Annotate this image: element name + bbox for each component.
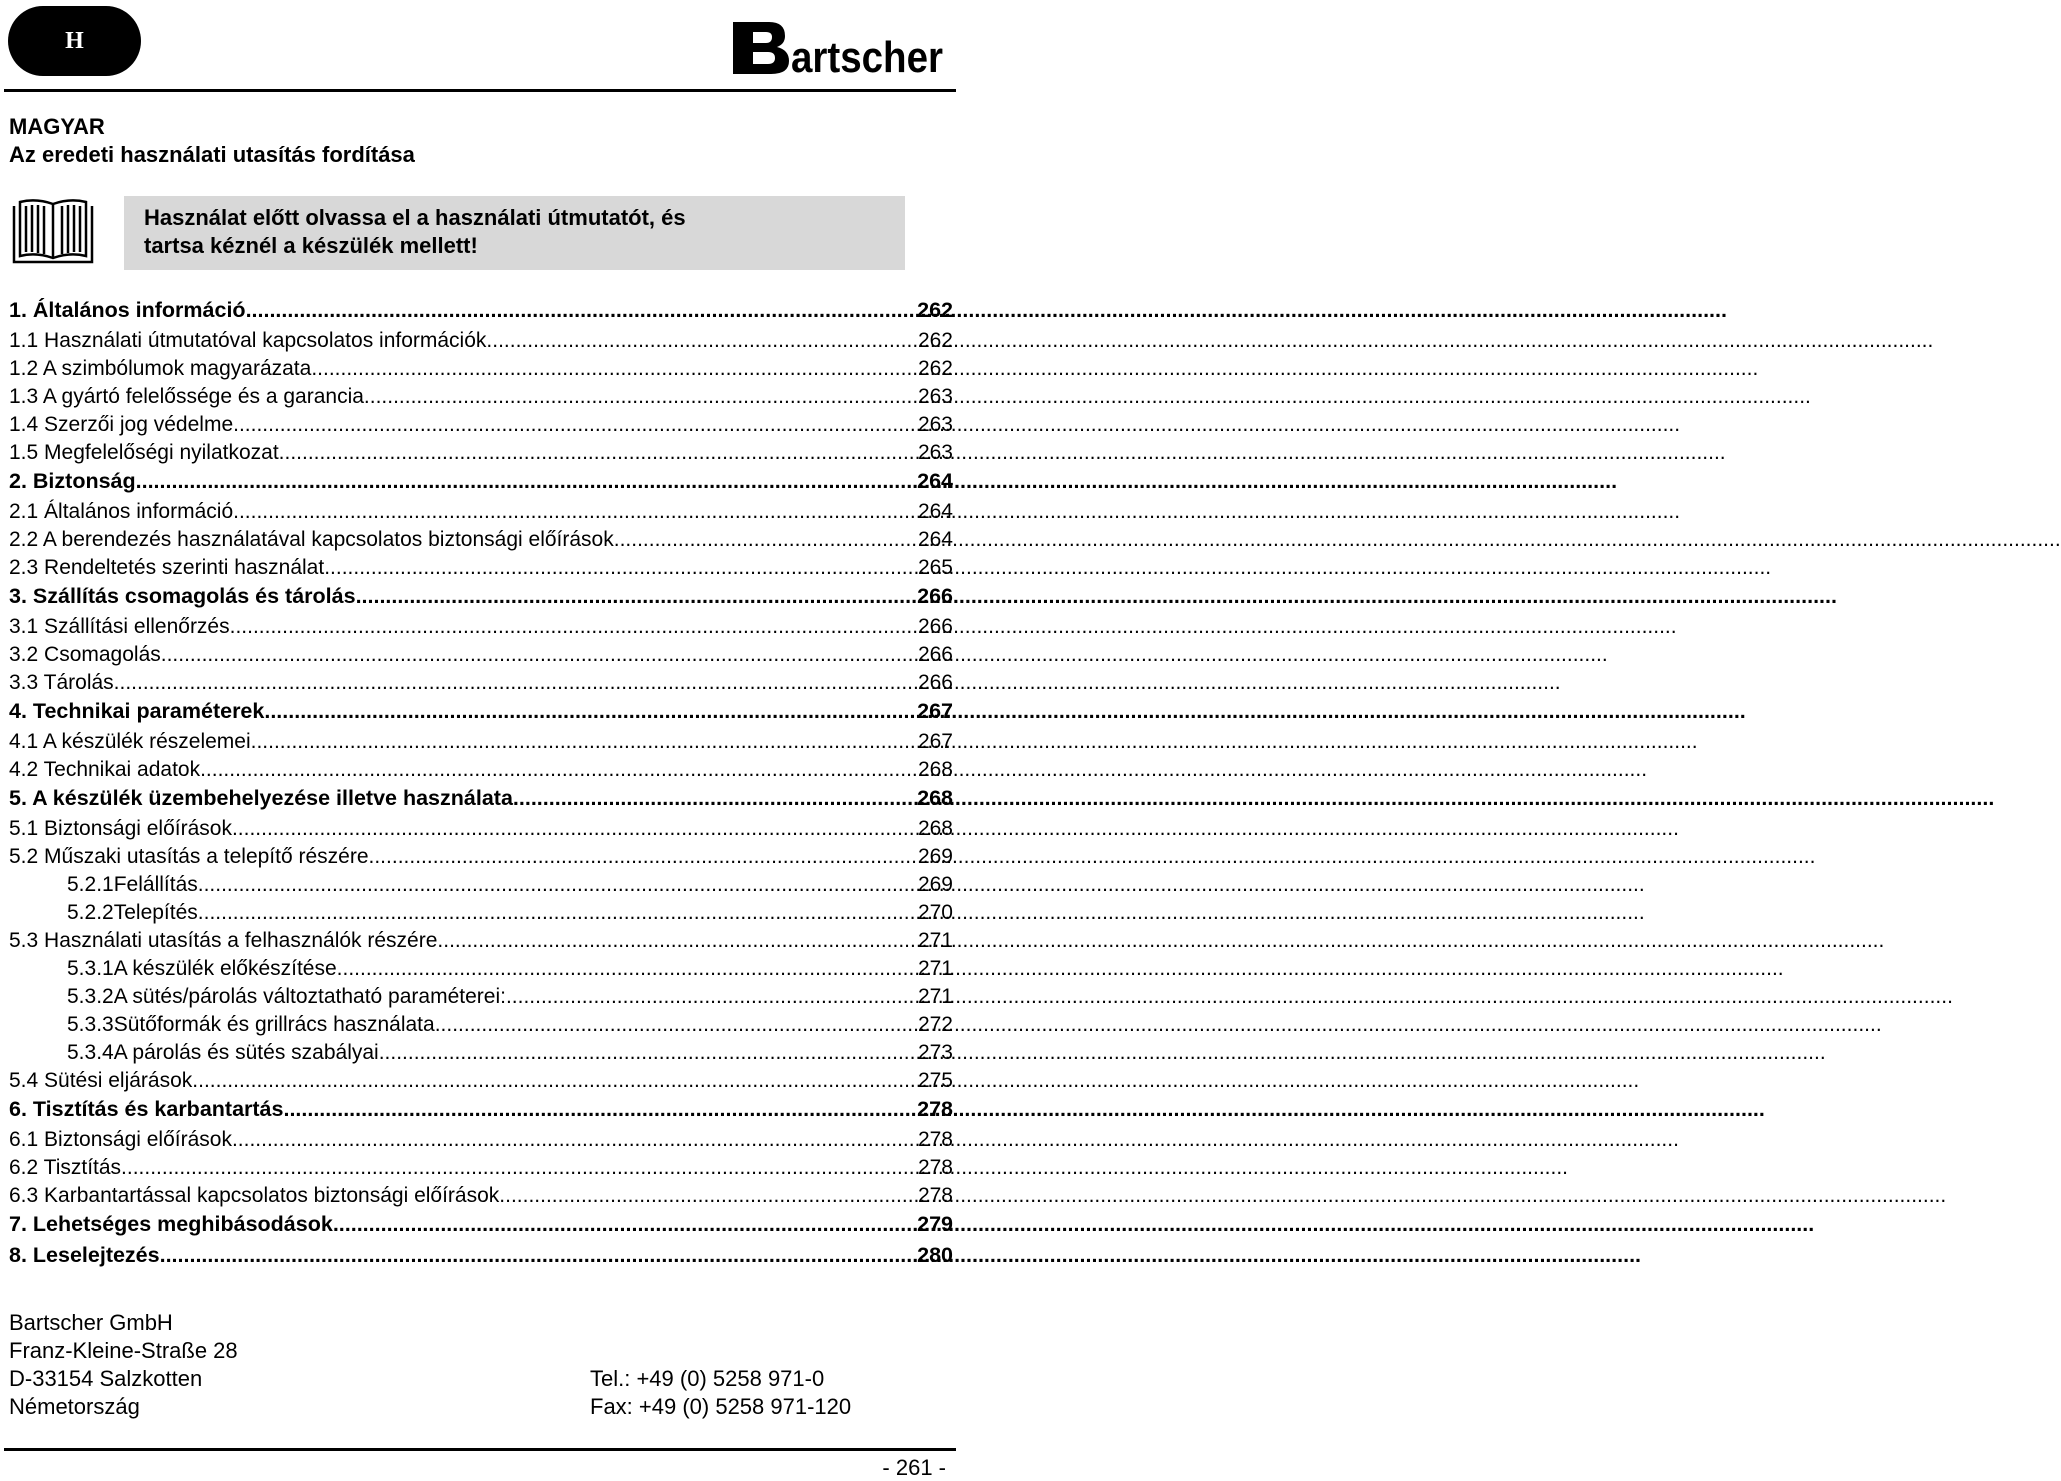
toc-entry-title: 2.3 Rendeltetés szerinti használat	[9, 556, 325, 579]
toc-entry[interactable]	[9, 957, 953, 985]
toc-entry-page: 262	[917, 298, 953, 322]
toc-entry[interactable]	[9, 1097, 953, 1128]
toc-entry[interactable]	[9, 985, 953, 1013]
toc-entry-title: 4. Technikai paraméterek	[9, 699, 265, 723]
toc-entry[interactable]	[9, 615, 953, 643]
toc-entry-page: 262	[917, 357, 953, 380]
toc-entry-leader	[437, 929, 916, 953]
toc-entry[interactable]	[9, 1128, 953, 1156]
toc-entry[interactable]	[9, 817, 953, 845]
toc-entry-title: 1. Általános információ	[9, 298, 246, 322]
toc-entry-title: 3.3 Tárolás	[9, 671, 114, 694]
toc-entry-title: Felállítás	[113, 873, 198, 896]
toc-entry-leader	[192, 1069, 916, 1093]
toc-entry[interactable]	[9, 1013, 953, 1041]
toc-entry-page: 269	[917, 873, 953, 896]
toc-entry-number: 5.3.4	[67, 1041, 114, 1064]
toc-entry-leader	[283, 1097, 915, 1122]
table-of-contents	[9, 298, 953, 1274]
toc-entry-page: 264	[917, 528, 953, 551]
toc-entry-page: 267	[917, 699, 953, 723]
toc-entry-title: 1.5 Megfelelőségi nyilatkozat	[9, 441, 279, 464]
page-number: - 261 -	[882, 1455, 946, 1480]
toc-entry-leader	[233, 500, 916, 524]
toc-entry-title: 7. Lehetséges meghibásodások	[9, 1212, 333, 1236]
toc-entry-page: 271	[917, 929, 953, 952]
language-heading: MAGYAR	[9, 114, 105, 139]
toc-entry-title: 3.2 Csomagolás	[9, 643, 161, 666]
notice-line-2: tartsa kéznél a készülék mellett!	[144, 233, 478, 258]
toc-entry-leader	[435, 1013, 916, 1037]
company-contact	[590, 1365, 851, 1421]
toc-entry-page: 278	[917, 1128, 953, 1151]
toc-entry-leader	[264, 699, 915, 724]
toc-entry-page: 275	[917, 1069, 953, 1092]
toc-entry-leader	[200, 758, 916, 782]
toc-entry-page: 264	[917, 469, 953, 493]
toc-entry-page: 266	[917, 615, 953, 638]
toc-entry-title: 4.1 A készülék részelemei	[9, 730, 251, 753]
toc-entry[interactable]	[9, 441, 953, 469]
toc-entry-page: 278	[917, 1184, 953, 1207]
toc-entry[interactable]	[9, 929, 953, 957]
company-address	[9, 1309, 238, 1421]
toc-entry-title: 6.1 Biztonsági előírások	[9, 1128, 232, 1151]
toc-entry-number: 5.3.2	[67, 985, 114, 1008]
toc-entry-leader	[114, 671, 916, 695]
language-badge	[8, 6, 141, 76]
toc-entry[interactable]	[9, 556, 953, 584]
toc-entry-number: 5.3.3	[67, 1013, 114, 1036]
toc-entry-title: 3.1 Szállítási ellenőrzés	[9, 615, 230, 638]
toc-entry-leader	[232, 1128, 916, 1152]
company-name: Bartscher GmbH	[9, 1310, 173, 1335]
toc-entry-leader	[513, 786, 915, 811]
toc-entry-leader	[356, 584, 916, 609]
toc-entry-page: 266	[917, 671, 953, 694]
toc-entry-page: 262	[917, 329, 953, 352]
toc-entry-leader	[251, 730, 916, 754]
toc-entry-title: Sütőformák és grillrács használata	[113, 1013, 435, 1036]
toc-entry-leader	[311, 357, 916, 381]
toc-entry-page: 268	[917, 758, 953, 781]
toc-entry-title: 6.2 Tisztítás	[9, 1156, 122, 1179]
toc-entry-leader	[121, 1156, 916, 1180]
toc-entry-leader	[486, 329, 916, 353]
toc-entry[interactable]	[9, 786, 953, 817]
toc-entry-title: 5.1 Biztonsági előírások	[9, 817, 232, 840]
toc-entry-leader	[364, 385, 916, 409]
company-city: D-33154 Salzkotten	[9, 1366, 203, 1391]
toc-entry-title: 1.1 Használati útmutatóval kapcsolatos információk	[9, 329, 487, 352]
toc-entry-title: 1.4 Szerzői jog védelme	[9, 413, 234, 436]
toc-entry-page: 273	[917, 1041, 953, 1064]
toc-entry[interactable]	[9, 699, 953, 730]
toc-entry-leader	[369, 845, 916, 869]
toc-entry-leader	[333, 1212, 915, 1237]
toc-entry[interactable]	[9, 730, 953, 758]
toc-entry[interactable]	[9, 873, 953, 901]
toc-entry[interactable]	[9, 584, 953, 615]
read-manual-notice	[124, 196, 905, 270]
company-fax: Fax: +49 (0) 5258 971-120	[590, 1394, 852, 1419]
toc-entry[interactable]	[9, 413, 953, 441]
toc-entry-title: 5. A készülék üzembehelyezése illetve használata	[9, 786, 513, 810]
toc-entry[interactable]	[9, 385, 953, 413]
toc-entry[interactable]	[9, 298, 953, 329]
toc-entry-leader	[337, 957, 916, 981]
bartscher-logo	[733, 14, 947, 82]
toc-entry-leader	[499, 1184, 916, 1208]
toc-entry-title: 2.2 A berendezés használatával kapcsolatos biztonsági előírások	[9, 528, 614, 551]
svg-text:artscher: artscher	[791, 33, 943, 82]
toc-entry-title: 3. Szállítás csomagolás és tárolás	[9, 584, 356, 608]
toc-entry-leader	[161, 643, 916, 667]
toc-entry-page: 266	[917, 584, 953, 608]
toc-entry-title: 5.2 Műszaki utasítás a telepítő részére	[9, 845, 369, 868]
toc-entry-page: 271	[917, 957, 953, 980]
toc-entry-title: 2. Biztonság	[9, 469, 136, 493]
toc-entry-page: 278	[917, 1097, 953, 1121]
open-book-icon	[10, 196, 96, 266]
toc-entry-page: 269	[917, 845, 953, 868]
toc-entry-page: 280	[917, 1243, 953, 1267]
toc-entry-page: 265	[917, 556, 953, 579]
toc-entry-title: 6. Tisztítás és karbantartás	[9, 1097, 284, 1121]
toc-entry[interactable]	[9, 1156, 953, 1184]
toc-entry-title: 2.1 Általános információ	[9, 500, 234, 523]
footer-divider	[4, 1448, 956, 1451]
toc-entry-page: 264	[917, 500, 953, 523]
toc-entry-leader	[198, 873, 916, 897]
toc-entry-leader	[160, 1243, 916, 1268]
toc-entry-leader	[324, 556, 916, 580]
header-divider	[4, 89, 956, 92]
toc-entry-page: 272	[917, 1013, 953, 1036]
document-title	[9, 113, 415, 169]
toc-entry-page: 263	[917, 441, 953, 464]
language-badge-label: H	[65, 27, 84, 54]
document-subtitle: Az eredeti használati utasítás fordítása	[9, 142, 415, 167]
company-street: Franz-Kleine-Straße 28	[9, 1338, 238, 1363]
toc-entry[interactable]	[9, 1184, 953, 1212]
toc-entry-page: 266	[917, 643, 953, 666]
toc-entry-leader	[246, 298, 916, 323]
toc-entry[interactable]	[9, 500, 953, 528]
toc-entry-page: 267	[917, 730, 953, 753]
toc-entry-title: 4.2 Technikai adatok	[9, 758, 201, 781]
toc-entry-number: 5.2.2	[67, 901, 114, 924]
toc-entry[interactable]	[9, 329, 953, 357]
toc-entry-page: 271	[917, 985, 953, 1008]
toc-entry[interactable]	[9, 901, 953, 929]
toc-entry-title: Telepítés	[113, 901, 198, 924]
toc-entry-leader	[230, 615, 916, 639]
toc-entry-title: A sütés/párolás változtatható paraméterei:	[113, 985, 506, 1008]
toc-entry-page: 263	[917, 385, 953, 408]
toc-entry-title: 1.3 A gyártó felelőssége és a garancia	[9, 385, 364, 408]
toc-entry-title: A készülék előkészítése	[113, 957, 337, 980]
toc-entry-page: 270	[917, 901, 953, 924]
toc-entry[interactable]	[9, 758, 953, 786]
toc-entry-title: A párolás és sütés szabályai	[113, 1041, 379, 1064]
toc-entry[interactable]	[9, 1069, 953, 1097]
toc-entry-page: 278	[917, 1156, 953, 1179]
toc-entry[interactable]	[9, 357, 953, 385]
toc-entry-page: 279	[917, 1212, 953, 1236]
toc-entry-leader	[614, 528, 916, 552]
toc-entry-page: 268	[917, 786, 953, 810]
toc-entry-title: 5.3 Használati utasítás a felhasználók részére	[9, 929, 438, 952]
toc-entry-title: 6.3 Karbantartással kapcsolatos biztonsági előírások	[9, 1184, 500, 1207]
toc-entry-title: 1.2 A szimbólumok magyarázata	[9, 357, 312, 380]
toc-entry-leader	[233, 413, 916, 437]
toc-entry-leader	[506, 985, 916, 1009]
toc-entry-leader	[198, 901, 916, 925]
toc-entry-leader	[279, 441, 916, 465]
toc-entry-leader	[232, 817, 916, 841]
toc-entry-leader	[379, 1041, 916, 1065]
toc-entry-page: 263	[917, 413, 953, 436]
toc-entry[interactable]	[9, 1041, 953, 1069]
company-country: Németország	[9, 1394, 140, 1419]
toc-entry[interactable]	[9, 643, 953, 671]
company-tel: Tel.: +49 (0) 5258 971-0	[590, 1366, 825, 1391]
toc-entry-page: 268	[917, 817, 953, 840]
toc-entry-leader	[136, 469, 915, 494]
toc-entry[interactable]	[9, 528, 953, 556]
toc-entry[interactable]	[9, 671, 953, 699]
toc-entry-title: 8. Leselejtezés	[9, 1243, 160, 1267]
toc-entry-title: 5.4 Sütési eljárások	[9, 1069, 193, 1092]
toc-entry-number: 5.3.1	[67, 957, 114, 980]
toc-entry-number: 5.2.1	[67, 873, 114, 896]
toc-entry[interactable]	[9, 845, 953, 873]
toc-entry[interactable]	[9, 1243, 953, 1274]
toc-entry[interactable]	[9, 469, 953, 500]
toc-entry[interactable]	[9, 1212, 953, 1243]
notice-line-1: Használat előtt olvassa el a használati útmutatót, és	[144, 205, 686, 230]
